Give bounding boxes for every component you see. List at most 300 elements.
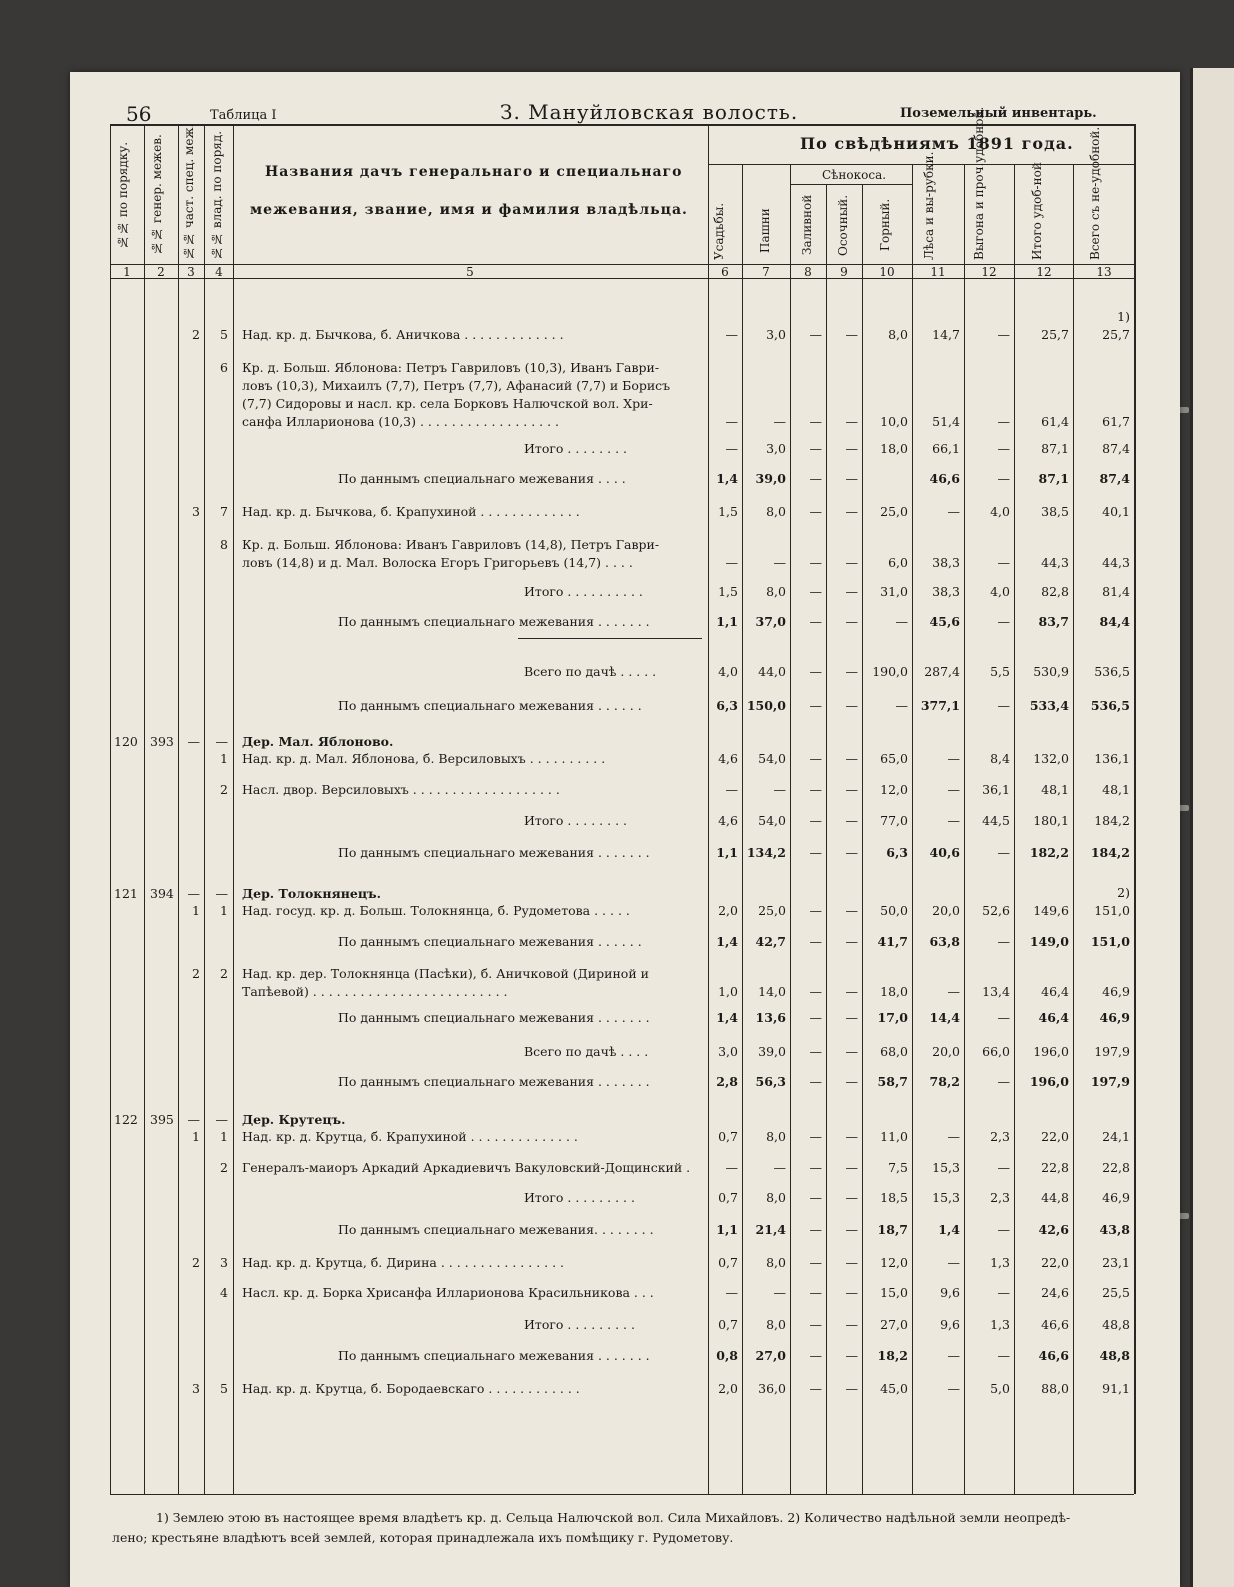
table-label: Таблица I (210, 108, 277, 123)
row-order-number: 121 (114, 886, 138, 901)
footnote-marker: 2) (1117, 885, 1130, 900)
row-value: — (845, 845, 858, 860)
row-value: 18,0 (880, 441, 908, 456)
row-value: 56,3 (755, 1074, 786, 1089)
row-description: Тапѣевой) . . . . . . . . . . . . . . . . . . . . . . . . . (242, 984, 508, 999)
row-value: — (997, 698, 1010, 713)
row-value: — (845, 813, 858, 828)
col-line (1073, 164, 1074, 1494)
row-value: 46,6 (1038, 1348, 1069, 1363)
row-value: 4,6 (718, 751, 738, 766)
row-description: Кр. д. Больш. Яблонова: Петръ Гавриловъ (10,3), Иванъ Гаври- (242, 360, 660, 375)
row-value: 58,7 (877, 1074, 908, 1089)
row-value: 8,0 (766, 1255, 786, 1270)
row-description: ловъ (14,8) и д. Мал. Волоска Егоръ Григорьевъ (14,7) . . . . (242, 555, 633, 570)
row-owner-number: — (215, 1112, 228, 1127)
row-value: 12,0 (880, 782, 908, 797)
row-value: — (997, 555, 1010, 570)
row-description: По даннымъ специальнаго межевания . . . . . . (338, 934, 642, 949)
village-heading: Дер. Мал. Яблоново. (242, 734, 394, 749)
header-special-survey-number: №№ част. спец. меж. (182, 123, 196, 260)
header-pasture: Выгона и проч.удобной. (972, 106, 986, 260)
row-value: 42,6 (1038, 1222, 1069, 1237)
column-number: 3 (187, 265, 195, 279)
row-special-survey-number: 2 (192, 966, 200, 981)
row-value: — (809, 441, 822, 456)
row-value: 196,0 (1029, 1074, 1069, 1089)
row-value: 8,0 (766, 584, 786, 599)
row-special-survey-number: — (187, 734, 200, 749)
row-value: 27,0 (880, 1317, 908, 1332)
row-value: 84,4 (1099, 614, 1130, 629)
row-owner-number: 7 (220, 504, 228, 519)
section-title: Поземельный инвентарь. (900, 106, 1097, 121)
row-description: Итого . . . . . . . . . . (524, 584, 643, 599)
row-value: 197,9 (1090, 1074, 1130, 1089)
hay-rule (790, 184, 912, 185)
header-owner-number: №№ влад. по поряд. (210, 130, 224, 260)
row-value: 149,0 (1029, 934, 1069, 949)
row-value: 78,2 (929, 1074, 960, 1089)
row-value: — (809, 751, 822, 766)
row-order-number: 122 (114, 1112, 138, 1127)
row-value: 25,0 (758, 903, 786, 918)
col-line (964, 164, 965, 1494)
row-value: 38,3 (932, 555, 960, 570)
row-value: — (809, 1074, 822, 1089)
row-special-survey-number: 3 (192, 1381, 200, 1396)
row-value: 287,4 (924, 664, 960, 679)
row-value: 46,4 (1041, 984, 1069, 999)
row-value: — (997, 1285, 1010, 1300)
row-value: — (773, 782, 786, 797)
row-value: 87,4 (1099, 471, 1130, 486)
row-value: 22,8 (1102, 1160, 1130, 1175)
row-value: 2,0 (718, 903, 738, 918)
row-value: — (809, 1129, 822, 1144)
row-value: 66,0 (982, 1044, 1010, 1059)
row-value: 31,0 (880, 584, 908, 599)
column-number: 8 (804, 265, 812, 279)
row-owner-number: 1 (220, 751, 228, 766)
row-value: 4,6 (718, 813, 738, 828)
row-value: 38,3 (932, 584, 960, 599)
row-value: — (997, 1160, 1010, 1175)
row-value: 42,7 (755, 934, 786, 949)
row-value: 536,5 (1094, 664, 1130, 679)
column-number: 4 (215, 265, 223, 279)
row-value: — (809, 327, 822, 342)
col-line (1134, 124, 1136, 1494)
row-special-survey-number: 3 (192, 504, 200, 519)
row-value: 2,3 (990, 1190, 1010, 1205)
row-description: Над. кр. д. Бычкова, б. Аничкова . . . . . . . . . . . . . (242, 327, 564, 342)
row-value: — (725, 555, 738, 570)
row-value: — (773, 1285, 786, 1300)
row-value: 46,6 (929, 471, 960, 486)
col-line (790, 164, 791, 1494)
row-value: — (725, 441, 738, 456)
row-value: 82,8 (1041, 584, 1069, 599)
row-value: — (773, 1160, 786, 1175)
row-value: 18,7 (877, 1222, 908, 1237)
row-description: По даннымъ специальнаго межевания. . . . . . . . (338, 1222, 654, 1237)
row-value: — (947, 1129, 960, 1144)
row-value: 180,1 (1033, 813, 1069, 828)
row-value: — (997, 1348, 1010, 1363)
row-value: 46,6 (1041, 1317, 1069, 1332)
row-owner-number: 2 (220, 1160, 228, 1175)
row-value: 40,1 (1102, 504, 1130, 519)
row-value: — (845, 1285, 858, 1300)
row-value: — (997, 614, 1010, 629)
row-value: 8,0 (766, 1317, 786, 1332)
row-value: — (947, 1348, 960, 1363)
row-value: — (809, 903, 822, 918)
header-flood-meadow: Заливной (800, 194, 814, 256)
row-value: — (773, 414, 786, 429)
row-value: — (845, 1010, 858, 1025)
row-value: — (809, 584, 822, 599)
header-arable: Пашни (758, 208, 772, 254)
row-value: 1,3 (990, 1255, 1010, 1270)
row-value: 0,7 (718, 1129, 738, 1144)
row-value: 17,0 (877, 1010, 908, 1025)
row-value: — (947, 1381, 960, 1396)
row-value: — (845, 555, 858, 570)
row-value: 1,4 (938, 1222, 960, 1237)
row-value: 83,7 (1038, 614, 1069, 629)
row-owner-number: — (215, 886, 228, 901)
row-value: — (809, 845, 822, 860)
row-value: 11,0 (880, 1129, 908, 1144)
row-value: 45,6 (929, 614, 960, 629)
adjacent-page-edge (1190, 68, 1234, 1587)
row-value: 24,1 (1102, 1129, 1130, 1144)
row-value: 533,4 (1029, 698, 1069, 713)
row-value: — (845, 414, 858, 429)
row-value: 46,9 (1102, 984, 1130, 999)
row-value: 50,0 (880, 903, 908, 918)
row-value: — (845, 441, 858, 456)
row-value: — (947, 504, 960, 519)
document-page (70, 72, 1180, 1587)
row-value: — (809, 813, 822, 828)
row-value: 44,0 (758, 664, 786, 679)
row-value: 4,0 (990, 504, 1010, 519)
row-value: 44,5 (982, 813, 1010, 828)
row-value: 44,8 (1041, 1190, 1069, 1205)
row-owner-number: 1 (220, 903, 228, 918)
row-description: Над. кр. дер. Толокнянца (Пасѣки), б. Аничковой (Дириной и (242, 966, 649, 981)
table-bottom-rule (110, 1494, 1134, 1495)
row-value: 88,0 (1041, 1381, 1069, 1396)
column-number: 11 (930, 265, 946, 279)
row-general-survey-number: 394 (150, 886, 174, 901)
row-value: — (997, 471, 1010, 486)
row-description: санфа Илларионова (10,3) . . . . . . . . . . . . . . . . . . (242, 414, 560, 429)
row-value: — (809, 1348, 822, 1363)
row-special-survey-number: 1 (192, 903, 200, 918)
row-owner-number: 5 (220, 327, 228, 342)
row-owner-number: 3 (220, 1255, 228, 1270)
column-number: 7 (762, 265, 770, 279)
row-value: 18,2 (877, 1348, 908, 1363)
row-value: 2,0 (718, 1381, 738, 1396)
row-value: — (809, 614, 822, 629)
header-grand-total: Всего съ не-удобной. (1088, 126, 1102, 260)
row-value: — (845, 1160, 858, 1175)
row-description: По даннымъ специальнаго межевания . . . . . . . (338, 614, 650, 629)
total-rule (518, 638, 702, 639)
row-value: 1,0 (718, 984, 738, 999)
row-value: — (725, 782, 738, 797)
row-value: — (725, 1160, 738, 1175)
row-value: 21,4 (755, 1222, 786, 1237)
row-value: 4,0 (990, 584, 1010, 599)
row-value: 182,2 (1029, 845, 1069, 860)
row-value: 5,0 (990, 1381, 1010, 1396)
row-description: Над. кр. д. Крутца, б. Дирина . . . . . . . . . . . . . . . . (242, 1255, 565, 1270)
row-value: 132,0 (1033, 751, 1069, 766)
row-value: 151,0 (1094, 903, 1130, 918)
row-value: — (809, 1255, 822, 1270)
row-description: Кр. д. Больш. Яблонова: Иванъ Гавриловъ (14,8), Петръ Гаври- (242, 537, 660, 552)
row-value: 0,7 (718, 1317, 738, 1332)
row-value: 1,4 (716, 471, 738, 486)
row-value: 3,0 (766, 327, 786, 342)
row-value: — (845, 1381, 858, 1396)
row-value: 54,0 (758, 813, 786, 828)
row-description: Итого . . . . . . . . (524, 441, 627, 456)
row-value: 1,1 (716, 614, 738, 629)
row-value: — (845, 1044, 858, 1059)
row-description: Генералъ-маиоръ Аркадий Аркадиевичъ Вакуловский-Дощинский . (242, 1160, 691, 1175)
column-number: 2 (157, 265, 165, 279)
row-value: — (997, 414, 1010, 429)
row-value: 9,6 (940, 1285, 960, 1300)
row-value: — (997, 1010, 1010, 1025)
page-title: З. Мануйловская волость. (500, 100, 799, 124)
row-value: 77,0 (880, 813, 908, 828)
row-description: Над. кр. д. Крутца, б. Бородаевскаго . . . . . . . . . . . . (242, 1381, 580, 1396)
row-value: — (845, 1074, 858, 1089)
row-value: — (997, 1222, 1010, 1237)
row-value: — (947, 1255, 960, 1270)
row-order-number: 120 (114, 734, 138, 749)
row-value: 81,4 (1102, 584, 1130, 599)
row-value: 8,0 (888, 327, 908, 342)
header-homesteads: Усадьбы. (712, 202, 726, 260)
row-value: — (809, 555, 822, 570)
row-value: 38,5 (1041, 504, 1069, 519)
col-line (708, 124, 709, 1494)
col-line (144, 124, 145, 1494)
row-value: — (845, 751, 858, 766)
row-description: Над. кр. д. Бычкова, б. Крапухиной . . . . . . . . . . . . . (242, 504, 580, 519)
row-value: 1,4 (716, 1010, 738, 1025)
row-value: — (947, 813, 960, 828)
row-description: Насл. кр. д. Борка Хрисанфа Илларионова Красильникова . . . (242, 1285, 654, 1300)
row-value: 7,5 (888, 1160, 908, 1175)
col-line (912, 164, 913, 1494)
row-value: — (845, 782, 858, 797)
row-value: 149,6 (1033, 903, 1069, 918)
row-value: — (845, 903, 858, 918)
column-number: 1 (123, 265, 131, 279)
row-value: — (895, 614, 908, 629)
row-special-survey-number: 2 (192, 327, 200, 342)
row-value: — (725, 414, 738, 429)
row-value: 4,0 (718, 664, 738, 679)
row-value: 39,0 (758, 1044, 786, 1059)
row-value: 52,6 (982, 903, 1010, 918)
footnote-marker: 1) (1117, 309, 1130, 324)
col-line (742, 164, 743, 1494)
row-value: 0,7 (718, 1190, 738, 1205)
row-value: 44,3 (1102, 555, 1130, 570)
col-line (178, 124, 179, 1494)
row-value: — (809, 1044, 822, 1059)
row-value: 14,7 (932, 327, 960, 342)
header-forest: Лѣса и вы-рубки. (922, 151, 936, 260)
row-value: 40,6 (929, 845, 960, 860)
row-description: Итого . . . . . . . . (524, 813, 627, 828)
row-value: — (809, 1010, 822, 1025)
row-value: 197,9 (1094, 1044, 1130, 1059)
header-names-line1: Названия дачъ генеральнаго и специальнаго (265, 164, 683, 180)
village-heading: Дер. Толокнянецъ. (242, 886, 381, 901)
row-value: 36,0 (758, 1381, 786, 1396)
row-value: 61,7 (1102, 414, 1130, 429)
row-value: 46,9 (1099, 1010, 1130, 1025)
row-value: — (845, 327, 858, 342)
col-line (233, 124, 234, 1494)
row-value: 25,5 (1102, 1285, 1130, 1300)
header-general-survey-number: №№ генер. межев. (150, 134, 164, 256)
row-value: — (895, 698, 908, 713)
row-owner-number: — (215, 734, 228, 749)
row-value: 136,1 (1094, 751, 1130, 766)
village-heading: Дер. Крутецъ. (242, 1112, 346, 1127)
row-description: Итого . . . . . . . . . (524, 1317, 635, 1332)
col-line (826, 184, 827, 1494)
group-rule (708, 164, 1134, 165)
row-value: 1,1 (716, 845, 738, 860)
row-value: — (809, 934, 822, 949)
row-description: По даннымъ специальнаго межевания . . . . (338, 471, 626, 486)
column-number: 6 (721, 265, 729, 279)
row-value: 39,0 (755, 471, 786, 486)
row-special-survey-number: 2 (192, 1255, 200, 1270)
row-value: 36,1 (982, 782, 1010, 797)
row-value: 65,0 (880, 751, 908, 766)
header-total-usable: Итого удоб-ной (1030, 162, 1044, 260)
row-value: 8,0 (766, 1129, 786, 1144)
header-sedge-meadow: Осочный. (836, 194, 850, 256)
row-value: 1,4 (716, 934, 738, 949)
row-value: — (845, 1222, 858, 1237)
header-order-number: №№ по порядку. (116, 141, 130, 249)
row-value: 41,7 (877, 934, 908, 949)
footnote-line2: лено; крестьяне владѣютъ всей землей, которая принадлежала ихъ помѣщику г. Рудометову. (112, 1530, 734, 1545)
row-value: — (845, 934, 858, 949)
row-value: — (947, 782, 960, 797)
column-number: 12 (1036, 265, 1052, 279)
header-group: По свѣдѣниямъ 1891 года. (800, 134, 1074, 153)
row-value: 63,8 (929, 934, 960, 949)
row-value: — (997, 327, 1010, 342)
row-value: — (845, 984, 858, 999)
row-value: 2,8 (716, 1074, 738, 1089)
row-description: (7,7) Сидоровы и насл. кр. села Борковъ Налючской вол. Хри- (242, 396, 653, 411)
row-value: 43,8 (1099, 1222, 1130, 1237)
row-description: По даннымъ специальнаго межевания . . . . . . . (338, 1348, 650, 1363)
row-value: 15,3 (932, 1160, 960, 1175)
row-value: 6,0 (888, 555, 908, 570)
row-value: — (845, 1255, 858, 1270)
row-value: 25,7 (1102, 327, 1130, 342)
row-value: — (845, 1190, 858, 1205)
row-value: 48,8 (1099, 1348, 1130, 1363)
row-value: 18,0 (880, 984, 908, 999)
row-value: 23,1 (1102, 1255, 1130, 1270)
row-value: — (845, 1348, 858, 1363)
row-value: 15,3 (932, 1190, 960, 1205)
row-value: — (809, 471, 822, 486)
row-value: 184,2 (1094, 813, 1130, 828)
row-value: 6,3 (716, 698, 738, 713)
row-value: 18,5 (880, 1190, 908, 1205)
row-value: — (845, 664, 858, 679)
row-value: 48,1 (1041, 782, 1069, 797)
row-value: 20,0 (932, 903, 960, 918)
row-owner-number: 2 (220, 966, 228, 981)
row-description: По даннымъ специальнаго межевания . . . . . . . (338, 1010, 650, 1025)
header-hay: Сѣнокоса. (822, 168, 887, 182)
row-value: 0,7 (718, 1255, 738, 1270)
row-value: — (845, 614, 858, 629)
row-value: 3,0 (718, 1044, 738, 1059)
row-value: 196,0 (1033, 1044, 1069, 1059)
row-value: 1,5 (718, 584, 738, 599)
col-line (110, 124, 111, 1494)
row-owner-number: 1 (220, 1129, 228, 1144)
row-value: — (809, 1317, 822, 1332)
row-value: 87,4 (1102, 441, 1130, 456)
row-value: 8,4 (990, 751, 1010, 766)
row-description: ловъ (10,3), Михаилъ (7,7), Петръ (7,7), Афанасий (7,7) и Борисъ (242, 378, 671, 393)
row-value: 151,0 (1090, 934, 1130, 949)
row-special-survey-number: — (187, 1112, 200, 1127)
row-value: 15,0 (880, 1285, 908, 1300)
row-value: 68,0 (880, 1044, 908, 1059)
row-value: — (809, 414, 822, 429)
row-owner-number: 4 (220, 1285, 228, 1300)
row-value: — (845, 698, 858, 713)
row-value: 66,1 (932, 441, 960, 456)
column-number: 10 (879, 265, 895, 279)
row-value: — (809, 1190, 822, 1205)
row-value: 87,1 (1038, 471, 1069, 486)
row-value: — (845, 1129, 858, 1144)
row-value: — (809, 1222, 822, 1237)
column-number: 12 (981, 265, 997, 279)
row-value: 48,1 (1102, 782, 1130, 797)
row-value: — (845, 504, 858, 519)
row-value: 25,7 (1041, 327, 1069, 342)
row-value: — (809, 782, 822, 797)
